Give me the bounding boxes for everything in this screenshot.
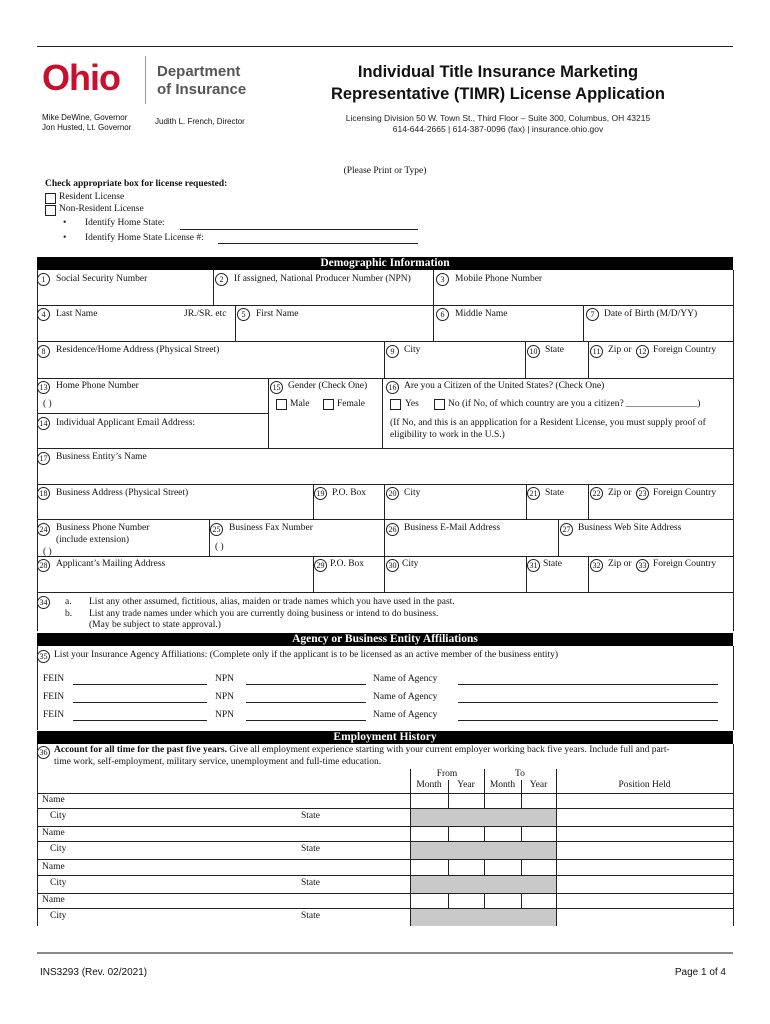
last-name-label: Last Name — [56, 309, 98, 319]
citizen-label: Are you a Citizen of the United States? (Check One) — [404, 381, 605, 391]
from-month-header: Month — [416, 780, 442, 790]
agency-name-label: Name of Agency — [373, 710, 438, 720]
shaded-cell — [411, 875, 556, 893]
field-number: 29 — [314, 559, 327, 572]
field-number: 17 — [37, 452, 50, 465]
business-phone-label: Business Phone Number — [56, 523, 150, 533]
field-number: 21 — [527, 487, 540, 500]
po-box-label: P.O. Box — [330, 559, 365, 569]
zip-label: Zip or — [608, 345, 632, 355]
jr-sr-label: JR./SR. etc — [184, 309, 227, 319]
shaded-cell — [411, 908, 556, 926]
row-border — [37, 519, 733, 520]
col-border — [433, 270, 434, 305]
fein-input[interactable] — [73, 702, 207, 703]
field-number: 32 — [590, 559, 603, 572]
title-line1: Individual Title Insurance Marketing — [357, 63, 639, 81]
business-entity-label: Business Entity’s Name — [56, 452, 147, 462]
non-resident-checkbox[interactable] — [45, 205, 56, 216]
contact-line: 614-644-2665 | 614-387-0096 (fax) | insurance.ohio.gov — [392, 124, 604, 134]
col-border — [384, 341, 385, 378]
item-a-marker: a. — [65, 597, 72, 607]
agency-name-input[interactable] — [458, 720, 718, 721]
agency-name-label: Name of Agency — [373, 674, 438, 684]
employer-state-label: State — [301, 911, 320, 921]
npn-label: NPN — [215, 710, 235, 720]
employer-state-label: State — [301, 811, 320, 821]
field-number: 24 — [37, 523, 50, 536]
field-number: 22 — [590, 487, 603, 500]
field-number: 6 — [436, 308, 449, 321]
col-border — [588, 484, 589, 519]
col-border — [235, 305, 236, 341]
col-border — [556, 769, 557, 926]
residence-label: Residence/Home Address (Physical Street) — [56, 345, 220, 355]
field-number: 33 — [636, 559, 649, 572]
row-border — [37, 592, 733, 593]
field-number: 31 — [527, 559, 540, 572]
field-number: 20 — [386, 487, 399, 500]
field-number: 19 — [314, 487, 327, 500]
department-line1: Department — [157, 63, 241, 80]
middle-name-label: Middle Name — [455, 309, 508, 319]
item-b-text: List any trade names under which you are currently doing business or intend to do business. — [89, 609, 439, 619]
row-border — [37, 908, 733, 909]
form-id: INS3293 (Rev. 02/2021) — [40, 967, 148, 978]
frame-left — [37, 270, 38, 631]
row-border — [37, 413, 269, 414]
col-border — [583, 305, 584, 341]
field-number: 16 — [386, 381, 399, 394]
field-number: 34 — [37, 596, 50, 609]
citizen-note-line2: eligibility to work in the U.S.) — [390, 430, 505, 440]
col-border — [384, 519, 385, 556]
city-label: City — [404, 345, 421, 355]
item-a-text: List any other assumed, fictitious, alias, maiden or trade names which you have used in the past. — [89, 597, 455, 607]
home-state-input[interactable] — [180, 229, 418, 230]
position-header: Position Held — [618, 780, 671, 790]
employer-city-label: City — [50, 844, 67, 854]
npn-input[interactable] — [246, 720, 366, 721]
fein-label: FEIN — [43, 674, 65, 684]
field-number: 8 — [37, 345, 50, 358]
demographic-heading: Demographic Information — [37, 257, 733, 270]
home-state-license-input[interactable] — [218, 243, 418, 244]
field-number: 14 — [37, 417, 50, 430]
lt-governor-line: Jon Husted, Lt. Governor — [42, 123, 132, 132]
home-phone-label: Home Phone Number — [56, 381, 139, 391]
fax-paren: ( ) — [215, 542, 224, 552]
row-border — [37, 341, 733, 342]
fein-label: FEIN — [43, 692, 65, 702]
npn-input[interactable] — [246, 684, 366, 685]
npn-label: NPN — [215, 692, 235, 702]
citizen-yes-label: Yes — [405, 399, 419, 409]
field-number: 12 — [636, 345, 649, 358]
field-number: 13 — [37, 381, 50, 394]
city-label: City — [402, 559, 419, 569]
field-number: 10 — [527, 345, 540, 358]
agency-name-input[interactable] — [458, 702, 718, 703]
npn-input[interactable] — [246, 702, 366, 703]
mailing-address-label: Applicant’s Mailing Address — [56, 559, 166, 569]
foreign-country-label: Foreign Country — [653, 559, 717, 569]
city-label: City — [404, 488, 421, 498]
field-number: 5 — [237, 308, 250, 321]
from-year-header: Year — [457, 780, 475, 790]
col-border — [588, 556, 589, 592]
bullet: • — [63, 218, 67, 228]
title-line2: Representative (TIMR) License Application — [330, 85, 666, 103]
frame-right — [733, 270, 734, 631]
employer-name-label: Name — [42, 828, 65, 838]
business-address-label: Business Address (Physical Street) — [56, 488, 189, 498]
employer-name-label: Name — [42, 795, 65, 805]
include-extension-label: (include extension) — [56, 535, 130, 545]
shaded-cell — [411, 841, 556, 859]
male-label: Male — [290, 399, 310, 409]
state-label: State — [543, 559, 562, 569]
employer-state-label: State — [301, 844, 320, 854]
field-number: 36 — [37, 746, 50, 759]
email-label: Individual Applicant Email Address: — [56, 418, 196, 428]
ohio-logo: Ohio — [42, 57, 120, 98]
col-border — [313, 484, 314, 519]
field-number: 26 — [386, 523, 399, 536]
to-year-header: Year — [529, 780, 548, 790]
col-border — [384, 556, 385, 592]
page-number: Page 1 of 4 — [674, 967, 726, 978]
instruction-rest: Give all employment experience starting with your current employer working back five years. Include full and part- — [227, 745, 670, 755]
row-border — [37, 305, 733, 306]
business-email-label: Business E-Mail Address — [404, 523, 501, 533]
dob-label: Date of Birth (M/D/YY) — [604, 309, 698, 319]
citizen-yes-checkbox[interactable] — [390, 399, 401, 410]
item-b-marker: b. — [65, 609, 73, 619]
foreign-country-label: Foreign Country — [653, 345, 717, 355]
zip-label: Zip or — [608, 488, 632, 498]
employment-instruction — [54, 745, 670, 756]
npn-label: NPN — [215, 674, 235, 684]
fein-input[interactable] — [73, 720, 207, 721]
col-border — [209, 519, 210, 556]
field-number: 1 — [37, 273, 50, 286]
to-header: To — [515, 769, 525, 779]
fein-label: FEIN — [43, 710, 65, 720]
employer-name-label: Name — [42, 895, 65, 905]
row-border — [37, 859, 733, 860]
field-number: 2 — [215, 273, 228, 286]
instruction-line2: time work, self-employment, military service, unemployment and full-time education. — [54, 757, 382, 767]
row-border — [37, 484, 733, 485]
governor-line: Mike DeWine, Governor — [42, 113, 128, 122]
field-number: 18 — [37, 487, 50, 500]
item-b-note: (May be subject to state approval.) — [89, 620, 221, 630]
home-state-label: Identify Home State: — [85, 218, 165, 228]
employment-heading: Employment History — [37, 731, 733, 744]
state-label: State — [545, 345, 564, 355]
row-border — [37, 875, 733, 876]
gender-label: Gender (Check One) — [288, 381, 368, 391]
field-number: 27 — [560, 523, 573, 536]
fein-input[interactable] — [73, 684, 207, 685]
frame-left — [37, 744, 38, 926]
foreign-country-label: Foreign Country — [653, 488, 717, 498]
npn-label: If assigned, National Producer Number (NPN) — [234, 274, 411, 284]
frame-right — [733, 744, 734, 926]
field-number: 4 — [37, 308, 50, 321]
field-number: 3 — [436, 273, 449, 286]
field-number: 11 — [590, 345, 603, 358]
citizen-note-line1: (If No, and this is an appplication for a Resident License, you must supply proof of — [390, 418, 706, 428]
field-number: 9 — [386, 345, 399, 358]
employer-state-label: State — [301, 878, 320, 888]
female-label: Female — [337, 399, 365, 409]
field-number: 23 — [636, 487, 649, 500]
col-border — [213, 270, 214, 305]
col-border — [268, 378, 269, 448]
col-border — [526, 484, 527, 519]
business-web-label: Business Web Site Address — [578, 523, 682, 533]
frame-right — [733, 646, 734, 730]
footer-rule — [37, 952, 733, 954]
shaded-cell — [411, 808, 556, 826]
agency-name-input[interactable] — [458, 684, 718, 685]
employer-city-label: City — [50, 878, 67, 888]
citizen-no-label: No (if No, of which country are you a citizen? _______________) — [448, 399, 701, 409]
zip-label: Zip or — [608, 559, 632, 569]
field-number: 7 — [586, 308, 599, 321]
logo-divider — [145, 56, 146, 104]
top-rule — [37, 46, 733, 47]
to-month-header: Month — [489, 780, 516, 790]
employer-city-label: City — [50, 811, 67, 821]
resident-checkbox[interactable] — [45, 193, 56, 204]
row-border — [37, 448, 733, 449]
field-number: 15 — [270, 381, 283, 394]
citizen-no-checkbox[interactable] — [434, 399, 445, 410]
col-border — [525, 341, 526, 378]
employer-name-label: Name — [42, 862, 65, 872]
business-phone-paren: ( ) — [43, 547, 52, 557]
col-border — [433, 305, 434, 341]
row-border — [37, 793, 733, 794]
row-border — [37, 808, 733, 809]
state-label: State — [545, 488, 564, 498]
resident-label: Resident License — [59, 192, 125, 202]
row-border — [37, 841, 733, 842]
row-border — [37, 893, 733, 894]
address-line: Licensing Division 50 W. Town St., Third Floor – Suite 300, Columbus, OH 43215 — [345, 113, 651, 123]
from-header: From — [436, 769, 458, 779]
col-border — [382, 378, 383, 448]
print-note: (Please Print or Type) — [343, 166, 427, 176]
department-line2: of Insurance — [157, 81, 247, 98]
row-border — [37, 556, 733, 557]
home-state-license-label: Identify Home State License #: — [85, 233, 204, 243]
agency-name-label: Name of Agency — [373, 692, 438, 702]
business-fax-label: Business Fax Number — [229, 523, 313, 533]
field-number: 35 — [37, 650, 50, 663]
agency-heading: Agency or Business Entity Affiliations — [37, 633, 733, 646]
col-border — [588, 341, 589, 378]
ssn-label: Social Security Number — [56, 274, 148, 284]
home-phone-paren: ( ) — [43, 399, 52, 409]
col-border — [558, 519, 559, 556]
po-box-label: P.O. Box — [332, 488, 367, 498]
instruction-bold: Account for all time for the past five years. — [54, 745, 227, 755]
agency-instruction: List your Insurance Agency Affiliations: (Complete only if the applicant is to be licensed as an active member of the business entity) — [54, 650, 558, 660]
license-heading: Check appropriate box for license requested: — [45, 179, 228, 189]
mobile-label: Mobile Phone Number — [455, 274, 543, 284]
row-border — [37, 378, 733, 379]
field-number: 30 — [386, 559, 399, 572]
field-number: 28 — [37, 559, 50, 572]
field-number: 25 — [210, 523, 223, 536]
non-resident-label: Non-Resident License — [59, 204, 144, 214]
director-line: Judith L. French, Director — [155, 117, 245, 126]
row-border — [37, 826, 733, 827]
first-name-label: First Name — [256, 309, 299, 319]
employer-city-label: City — [50, 911, 67, 921]
col-border — [384, 484, 385, 519]
male-checkbox[interactable] — [276, 399, 287, 410]
female-checkbox[interactable] — [323, 399, 334, 410]
bullet: • — [63, 233, 67, 243]
